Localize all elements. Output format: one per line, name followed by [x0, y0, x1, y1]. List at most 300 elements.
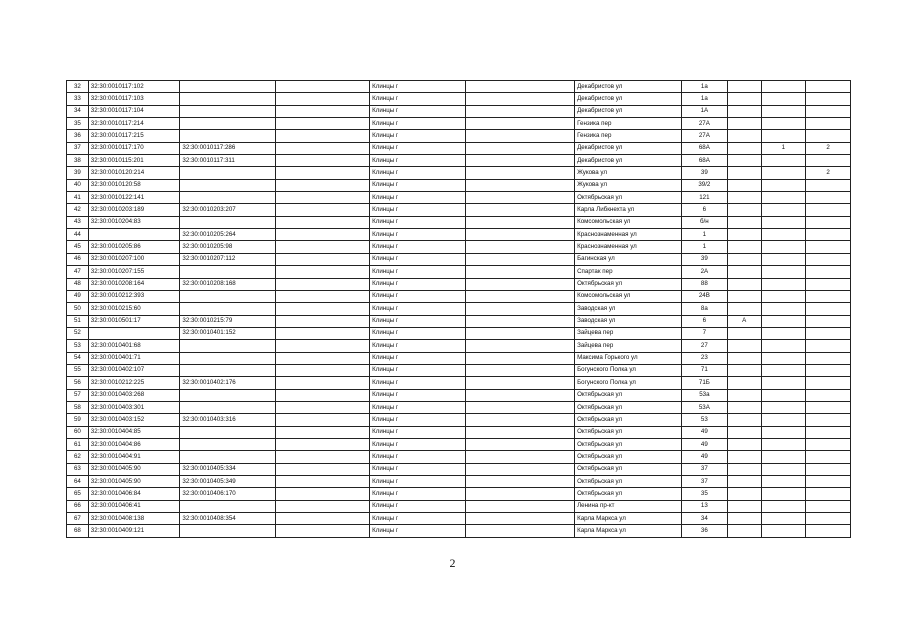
- row-number: 47: [67, 266, 89, 278]
- city-cell: Клинцы г: [370, 204, 466, 216]
- extra-cell: [761, 155, 806, 167]
- extra-cell: 2: [806, 167, 851, 179]
- cadastral-number-cell: 32:30:0010405:90: [88, 476, 180, 488]
- row-number: 58: [67, 401, 89, 413]
- building-letter-cell: [727, 451, 761, 463]
- house-number-cell: 39: [681, 167, 727, 179]
- row-number: 44: [67, 229, 89, 241]
- extra-cell: [806, 426, 851, 438]
- row-number: 39: [67, 167, 89, 179]
- house-number-cell: 49: [681, 426, 727, 438]
- empty-cell: [466, 476, 575, 488]
- empty-cell: [276, 241, 370, 253]
- empty-cell: [466, 105, 575, 117]
- city-cell: Клинцы г: [370, 155, 466, 167]
- street-cell: Максима Горького ул: [575, 352, 682, 364]
- empty-cell: [276, 377, 370, 389]
- city-cell: Клинцы г: [370, 290, 466, 302]
- row-number: 37: [67, 142, 89, 154]
- city-cell: Клинцы г: [370, 389, 466, 401]
- linked-cadastral-number-cell: [180, 93, 276, 105]
- street-cell: Карла Маркса ул: [575, 513, 682, 525]
- cadastral-number-cell: 32:30:0010122:141: [88, 192, 180, 204]
- empty-cell: [466, 167, 575, 179]
- table-row: [67, 488, 851, 500]
- street-cell: Октябрьская ул: [575, 463, 682, 475]
- extra-cell: [761, 241, 806, 253]
- street-cell: Гензика пер: [575, 118, 682, 130]
- extra-cell: [806, 401, 851, 413]
- extra-cell: [761, 130, 806, 142]
- extra-cell: [806, 266, 851, 278]
- cadastral-number-cell: 32:30:0010117:103: [88, 93, 180, 105]
- linked-cadastral-number-cell: [180, 525, 276, 537]
- extra-cell: [761, 327, 806, 339]
- page-number: 2: [449, 556, 456, 570]
- extra-cell: [806, 315, 851, 327]
- row-number: 48: [67, 278, 89, 290]
- empty-cell: [276, 463, 370, 475]
- extra-cell: [806, 93, 851, 105]
- house-number-cell: 1: [681, 241, 727, 253]
- table-row: [67, 364, 851, 376]
- cadastral-number-cell: 32:30:0010406:84: [88, 488, 180, 500]
- street-cell: Багинская ул: [575, 253, 682, 265]
- row-number: 35: [67, 118, 89, 130]
- extra-cell: [806, 204, 851, 216]
- extra-cell: [761, 81, 806, 93]
- empty-cell: [276, 513, 370, 525]
- house-number-cell: 37: [681, 463, 727, 475]
- empty-cell: [466, 315, 575, 327]
- empty-cell: [466, 290, 575, 302]
- extra-cell: [806, 352, 851, 364]
- table-row: [67, 513, 851, 525]
- linked-cadastral-number-cell: 32:30:0010207:112: [180, 253, 276, 265]
- cadastral-number-cell: 32:30:0010215:60: [88, 303, 180, 315]
- table-row: [67, 500, 851, 512]
- extra-cell: [761, 290, 806, 302]
- extra-cell: [806, 192, 851, 204]
- linked-cadastral-number-cell: 32:30:0010215:79: [180, 315, 276, 327]
- extra-cell: [806, 513, 851, 525]
- row-number: 54: [67, 352, 89, 364]
- building-letter-cell: [727, 142, 761, 154]
- extra-cell: [806, 155, 851, 167]
- linked-cadastral-number-cell: 32:30:0010117:286: [180, 142, 276, 154]
- extra-cell: [806, 229, 851, 241]
- linked-cadastral-number-cell: [180, 352, 276, 364]
- extra-cell: [806, 377, 851, 389]
- city-cell: Клинцы г: [370, 229, 466, 241]
- linked-cadastral-number-cell: [180, 290, 276, 302]
- empty-cell: [466, 278, 575, 290]
- extra-cell: [761, 401, 806, 413]
- empty-cell: [276, 142, 370, 154]
- table-row: [67, 389, 851, 401]
- building-letter-cell: [727, 253, 761, 265]
- empty-cell: [466, 118, 575, 130]
- extra-cell: [761, 167, 806, 179]
- city-cell: Клинцы г: [370, 105, 466, 117]
- extra-cell: [806, 488, 851, 500]
- empty-cell: [466, 229, 575, 241]
- cadastral-number-cell: 32:30:0010207:100: [88, 253, 180, 265]
- house-number-cell: 49: [681, 438, 727, 450]
- house-number-cell: 34: [681, 513, 727, 525]
- extra-cell: [806, 290, 851, 302]
- extra-cell: [806, 463, 851, 475]
- row-number: 43: [67, 216, 89, 228]
- empty-cell: [466, 500, 575, 512]
- linked-cadastral-number-cell: [180, 216, 276, 228]
- city-cell: Клинцы г: [370, 500, 466, 512]
- city-cell: Клинцы г: [370, 253, 466, 265]
- street-cell: Краснознаменная ул: [575, 241, 682, 253]
- row-number: 66: [67, 500, 89, 512]
- extra-cell: [761, 340, 806, 352]
- building-letter-cell: [727, 438, 761, 450]
- linked-cadastral-number-cell: [180, 266, 276, 278]
- building-letter-cell: [727, 463, 761, 475]
- linked-cadastral-number-cell: [180, 364, 276, 376]
- street-cell: Краснознаменная ул: [575, 229, 682, 241]
- empty-cell: [466, 155, 575, 167]
- city-cell: Клинцы г: [370, 142, 466, 154]
- city-cell: Клинцы г: [370, 167, 466, 179]
- extra-cell: 1: [761, 142, 806, 154]
- cadastral-number-cell: 32:30:0010501:17: [88, 315, 180, 327]
- building-letter-cell: [727, 476, 761, 488]
- city-cell: Клинцы г: [370, 303, 466, 315]
- street-cell: Богунского Полка ул: [575, 377, 682, 389]
- empty-cell: [276, 401, 370, 413]
- table-row: [67, 377, 851, 389]
- row-number: 53: [67, 340, 89, 352]
- table-row: [67, 438, 851, 450]
- row-number: 67: [67, 513, 89, 525]
- table-row: [67, 426, 851, 438]
- city-cell: Клинцы г: [370, 278, 466, 290]
- empty-cell: [466, 241, 575, 253]
- row-number: 64: [67, 476, 89, 488]
- cadastral-number-cell: 32:30:0010117:104: [88, 105, 180, 117]
- building-letter-cell: [727, 93, 761, 105]
- table-row: [67, 192, 851, 204]
- row-number: 42: [67, 204, 89, 216]
- building-letter-cell: [727, 81, 761, 93]
- empty-cell: [466, 340, 575, 352]
- city-cell: Клинцы г: [370, 451, 466, 463]
- building-letter-cell: А: [727, 315, 761, 327]
- empty-cell: [276, 167, 370, 179]
- cadastral-number-cell: 32:30:0010404:86: [88, 438, 180, 450]
- extra-cell: [806, 414, 851, 426]
- house-number-cell: 7: [681, 327, 727, 339]
- house-number-cell: 1а: [681, 93, 727, 105]
- linked-cadastral-number-cell: [180, 192, 276, 204]
- street-cell: Октябрьская ул: [575, 476, 682, 488]
- extra-cell: [806, 364, 851, 376]
- extra-cell: [761, 451, 806, 463]
- cadastral-number-cell: 32:30:0010401:71: [88, 352, 180, 364]
- cadastral-number-cell: [88, 327, 180, 339]
- street-cell: Богунского Полка ул: [575, 364, 682, 376]
- city-cell: Клинцы г: [370, 414, 466, 426]
- row-number: 38: [67, 155, 89, 167]
- extra-cell: [806, 216, 851, 228]
- building-letter-cell: [727, 488, 761, 500]
- cadastral-number-cell: [88, 229, 180, 241]
- house-number-cell: 37: [681, 476, 727, 488]
- row-number: 59: [67, 414, 89, 426]
- building-letter-cell: [727, 179, 761, 191]
- linked-cadastral-number-cell: 32:30:0010405:334: [180, 463, 276, 475]
- linked-cadastral-number-cell: 32:30:0010203:207: [180, 204, 276, 216]
- cadastral-number-cell: 32:30:0010404:91: [88, 451, 180, 463]
- table-row: [67, 81, 851, 93]
- table-row: [67, 525, 851, 537]
- empty-cell: [466, 364, 575, 376]
- building-letter-cell: [727, 266, 761, 278]
- row-number: 40: [67, 179, 89, 191]
- extra-cell: [806, 118, 851, 130]
- empty-cell: [276, 500, 370, 512]
- table-row: [67, 476, 851, 488]
- building-letter-cell: [727, 216, 761, 228]
- house-number-cell: 24В: [681, 290, 727, 302]
- street-cell: Октябрьская ул: [575, 488, 682, 500]
- row-number: 52: [67, 327, 89, 339]
- cadastral-number-cell: 32:30:0010406:41: [88, 500, 180, 512]
- extra-cell: [761, 500, 806, 512]
- street-cell: Спартак пер: [575, 266, 682, 278]
- extra-cell: [761, 463, 806, 475]
- table-row: [67, 241, 851, 253]
- extra-cell: [806, 81, 851, 93]
- empty-cell: [276, 426, 370, 438]
- house-number-cell: 36: [681, 525, 727, 537]
- empty-cell: [276, 476, 370, 488]
- house-number-cell: 2А: [681, 266, 727, 278]
- extra-cell: [761, 179, 806, 191]
- house-number-cell: 35: [681, 488, 727, 500]
- street-cell: Ленина пр-кт: [575, 500, 682, 512]
- extra-cell: [761, 488, 806, 500]
- street-cell: Гензика пер: [575, 130, 682, 142]
- building-letter-cell: [727, 130, 761, 142]
- building-letter-cell: [727, 167, 761, 179]
- street-cell: Карла Либкнехта ул: [575, 204, 682, 216]
- extra-cell: [761, 513, 806, 525]
- empty-cell: [276, 303, 370, 315]
- city-cell: Клинцы г: [370, 364, 466, 376]
- house-number-cell: 71: [681, 364, 727, 376]
- row-number: 34: [67, 105, 89, 117]
- cadastral-number-cell: 32:30:0010117:214: [88, 118, 180, 130]
- row-number: 55: [67, 364, 89, 376]
- row-number: 62: [67, 451, 89, 463]
- city-cell: Клинцы г: [370, 266, 466, 278]
- table-row: [67, 93, 851, 105]
- city-cell: Клинцы г: [370, 438, 466, 450]
- empty-cell: [466, 81, 575, 93]
- row-number: 56: [67, 377, 89, 389]
- extra-cell: [806, 451, 851, 463]
- extra-cell: [761, 389, 806, 401]
- linked-cadastral-number-cell: 32:30:0010117:311: [180, 155, 276, 167]
- linked-cadastral-number-cell: [180, 303, 276, 315]
- empty-cell: [466, 179, 575, 191]
- building-letter-cell: [727, 340, 761, 352]
- street-cell: Октябрьская ул: [575, 451, 682, 463]
- cadastral-number-cell: 32:30:0010120:214: [88, 167, 180, 179]
- city-cell: Клинцы г: [370, 192, 466, 204]
- extra-cell: [761, 192, 806, 204]
- city-cell: Клинцы г: [370, 216, 466, 228]
- extra-cell: [761, 118, 806, 130]
- cadastral-number-cell: 32:30:0010117:215: [88, 130, 180, 142]
- extra-cell: [806, 241, 851, 253]
- building-letter-cell: [727, 401, 761, 413]
- house-number-cell: 1А: [681, 105, 727, 117]
- city-cell: Клинцы г: [370, 81, 466, 93]
- empty-cell: [466, 426, 575, 438]
- linked-cadastral-number-cell: [180, 451, 276, 463]
- house-number-cell: 53А: [681, 401, 727, 413]
- table-row: [67, 303, 851, 315]
- street-cell: Комсомольская ул: [575, 216, 682, 228]
- linked-cadastral-number-cell: 32:30:0010406:170: [180, 488, 276, 500]
- extra-cell: [761, 105, 806, 117]
- row-number: 65: [67, 488, 89, 500]
- address-registry-table: [66, 80, 851, 538]
- street-cell: Жукова ул: [575, 179, 682, 191]
- empty-cell: [466, 93, 575, 105]
- extra-cell: [761, 303, 806, 315]
- row-number: 33: [67, 93, 89, 105]
- table-row: [67, 266, 851, 278]
- empty-cell: [276, 327, 370, 339]
- row-number: 49: [67, 290, 89, 302]
- building-letter-cell: [727, 327, 761, 339]
- empty-cell: [276, 118, 370, 130]
- empty-cell: [466, 414, 575, 426]
- extra-cell: [761, 438, 806, 450]
- extra-cell: [806, 179, 851, 191]
- table-row: [67, 118, 851, 130]
- cadastral-number-cell: 32:30:0010404:85: [88, 426, 180, 438]
- street-cell: Зайцева пер: [575, 340, 682, 352]
- cadastral-number-cell: 32:30:0010212:225: [88, 377, 180, 389]
- cadastral-number-cell: 32:30:0010117:102: [88, 81, 180, 93]
- city-cell: Клинцы г: [370, 476, 466, 488]
- city-cell: Клинцы г: [370, 241, 466, 253]
- city-cell: Клинцы г: [370, 488, 466, 500]
- house-number-cell: 121: [681, 192, 727, 204]
- empty-cell: [276, 81, 370, 93]
- street-cell: Декабристов ул: [575, 93, 682, 105]
- extra-cell: [806, 105, 851, 117]
- empty-cell: [466, 377, 575, 389]
- house-number-cell: 27А: [681, 118, 727, 130]
- cadastral-number-cell: 32:30:0010403:152: [88, 414, 180, 426]
- linked-cadastral-number-cell: [180, 500, 276, 512]
- table-row: [67, 340, 851, 352]
- house-number-cell: 6: [681, 315, 727, 327]
- empty-cell: [276, 488, 370, 500]
- extra-cell: [806, 327, 851, 339]
- house-number-cell: 1а: [681, 81, 727, 93]
- building-letter-cell: [727, 426, 761, 438]
- extra-cell: [761, 315, 806, 327]
- house-number-cell: 39/2: [681, 179, 727, 191]
- row-number: 61: [67, 438, 89, 450]
- linked-cadastral-number-cell: [180, 438, 276, 450]
- linked-cadastral-number-cell: [180, 426, 276, 438]
- house-number-cell: 23: [681, 352, 727, 364]
- linked-cadastral-number-cell: 32:30:0010205:98: [180, 241, 276, 253]
- extra-cell: [761, 216, 806, 228]
- row-number: 50: [67, 303, 89, 315]
- street-cell: Заводская ул: [575, 303, 682, 315]
- city-cell: Клинцы г: [370, 352, 466, 364]
- city-cell: Клинцы г: [370, 93, 466, 105]
- cadastral-number-cell: 32:30:0010115:201: [88, 155, 180, 167]
- house-number-cell: 27: [681, 340, 727, 352]
- empty-cell: [276, 253, 370, 265]
- extra-cell: [806, 278, 851, 290]
- row-number: 32: [67, 81, 89, 93]
- table-row: [67, 142, 851, 154]
- table-row: [67, 216, 851, 228]
- empty-cell: [276, 389, 370, 401]
- empty-cell: [276, 315, 370, 327]
- empty-cell: [276, 451, 370, 463]
- extra-cell: [806, 253, 851, 265]
- row-number: 63: [67, 463, 89, 475]
- row-number: 45: [67, 241, 89, 253]
- house-number-cell: 71Б: [681, 377, 727, 389]
- linked-cadastral-number-cell: 32:30:0010205:264: [180, 229, 276, 241]
- empty-cell: [276, 155, 370, 167]
- empty-cell: [466, 303, 575, 315]
- building-letter-cell: [727, 204, 761, 216]
- row-number: 41: [67, 192, 89, 204]
- empty-cell: [466, 253, 575, 265]
- cadastral-number-cell: 32:30:0010205:86: [88, 241, 180, 253]
- cadastral-number-cell: 32:30:0010401:68: [88, 340, 180, 352]
- extra-cell: [806, 500, 851, 512]
- house-number-cell: 88: [681, 278, 727, 290]
- row-number: 36: [67, 130, 89, 142]
- building-letter-cell: [727, 389, 761, 401]
- street-cell: Октябрьская ул: [575, 278, 682, 290]
- extra-cell: [761, 476, 806, 488]
- linked-cadastral-number-cell: 32:30:0010402:176: [180, 377, 276, 389]
- street-cell: Комсомольская ул: [575, 290, 682, 302]
- house-number-cell: 68А: [681, 142, 727, 154]
- extra-cell: [761, 364, 806, 376]
- house-number-cell: 13: [681, 500, 727, 512]
- empty-cell: [276, 130, 370, 142]
- empty-cell: [466, 438, 575, 450]
- row-number: 57: [67, 389, 89, 401]
- street-cell: Декабристов ул: [575, 105, 682, 117]
- empty-cell: [276, 179, 370, 191]
- extra-cell: [761, 352, 806, 364]
- cadastral-number-cell: 32:30:0010117:170: [88, 142, 180, 154]
